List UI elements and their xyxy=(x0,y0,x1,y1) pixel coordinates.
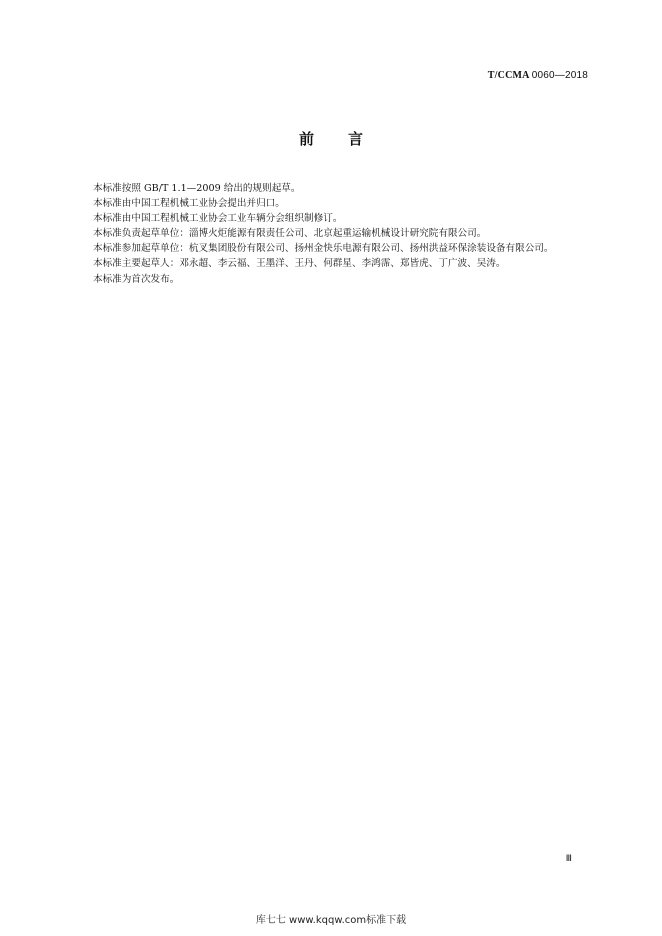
paragraph-first-release: 本标准为首次发布。 xyxy=(93,273,180,285)
foreword-body xyxy=(74,181,589,287)
document-code-number: 0060—2018 xyxy=(531,70,588,81)
paragraph-drafting-rules: 本标准按照 GB/T 1.1—2009 给出的规则起草。 xyxy=(93,183,301,194)
paragraph-organizer: 本标准由中国工程机械工业协会工业车辆分会组织制修订。 xyxy=(93,213,343,225)
section-title: 前言 xyxy=(298,130,397,148)
paragraph-main-authors: 本标准主要起草人：邓永超、李云福、王墨洋、王丹、何群星、李鸿霈、郑皆虎、丁广波、吴涛。 xyxy=(93,258,506,270)
paragraph-proposer: 本标准由中国工程机械工业协会提出并归口。 xyxy=(93,198,285,210)
footer-watermark: 库七七 www.kqqw.com标准下载 xyxy=(255,915,407,926)
page-number: Ⅲ xyxy=(565,853,572,863)
paragraph-lead-drafters: 本标准负责起草单位：淄博火炬能源有限责任公司、北京起重运输机械设计研究院有限公司。 xyxy=(93,228,487,240)
paragraph-participating-drafters: 本标准参加起草单位：杭叉集团股份有限公司、扬州金快乐电源有限公司、扬州洪益环保涂装设备有限公司。 xyxy=(93,243,554,255)
document-code xyxy=(488,70,588,81)
document-code-prefix: T/CCMA xyxy=(487,70,529,81)
